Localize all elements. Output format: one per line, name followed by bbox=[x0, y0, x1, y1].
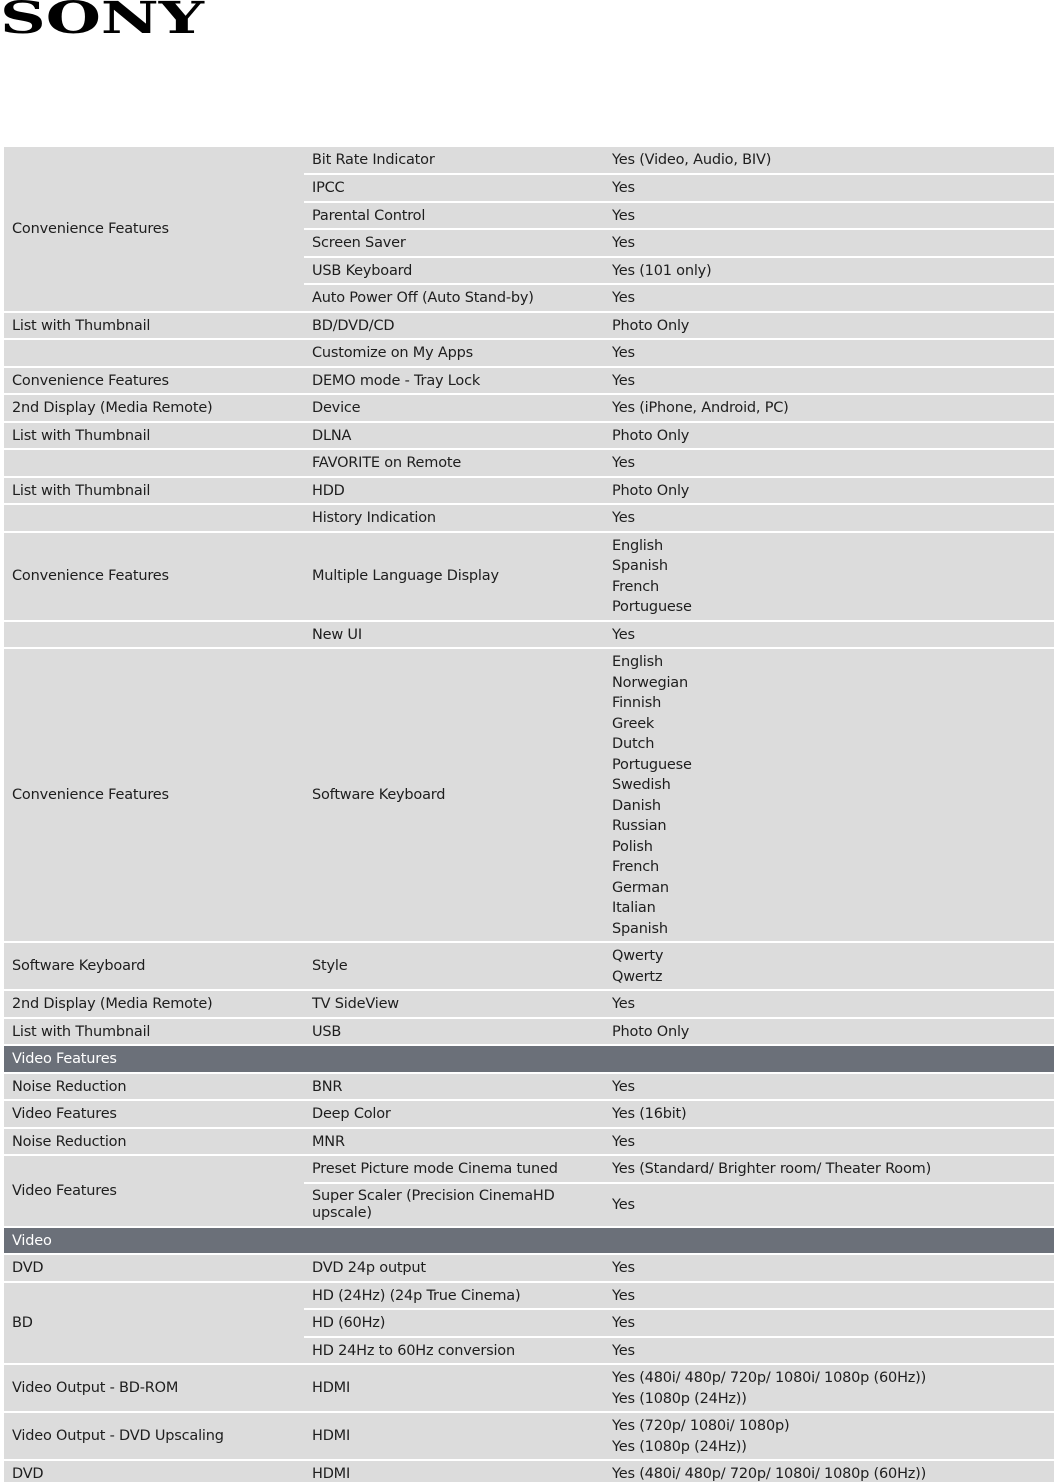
category-cell: Convenience Features bbox=[4, 648, 304, 942]
table-row bbox=[4, 942, 1054, 990]
feature-cell: Preset Picture mode Cinema tuned bbox=[304, 1155, 604, 1183]
section-title: Video Features bbox=[4, 1045, 1054, 1073]
sony-logo bbox=[0, 0, 206, 36]
value-cell: Yes bbox=[604, 202, 1054, 230]
table-row bbox=[4, 1155, 1054, 1183]
value-cell: Yes bbox=[604, 1337, 1054, 1365]
category-cell: Video Features bbox=[4, 1155, 304, 1227]
value-cell: Yes bbox=[604, 367, 1054, 395]
feature-cell: History Indication bbox=[304, 504, 604, 532]
category-cell bbox=[4, 339, 304, 367]
feature-cell: BNR bbox=[304, 1073, 604, 1101]
feature-cell: Customize on My Apps bbox=[304, 339, 604, 367]
value-line: Yes (1080p (24Hz)) bbox=[612, 1438, 747, 1455]
value-cell: Yes bbox=[604, 449, 1054, 477]
table-row bbox=[4, 477, 1054, 505]
table-row bbox=[4, 1018, 1054, 1046]
value-cell: Yes (Standard/ Brighter room/ Theater Room) bbox=[604, 1155, 1054, 1183]
value-line: Finnish bbox=[612, 695, 662, 711]
category-cell: DVD bbox=[4, 1254, 304, 1282]
value-line: Spanish bbox=[612, 920, 668, 937]
table-row bbox=[4, 1460, 1054, 1482]
category-cell: BD bbox=[4, 1282, 304, 1365]
value-cell: Yes bbox=[604, 504, 1054, 532]
value-line: French bbox=[612, 578, 660, 595]
table-row bbox=[4, 1254, 1054, 1282]
category-cell: Video Features bbox=[4, 1100, 304, 1128]
category-cell bbox=[4, 449, 304, 477]
value-cell: Yes bbox=[604, 1282, 1054, 1310]
feature-cell: Device bbox=[304, 394, 604, 422]
feature-cell: HDD bbox=[304, 477, 604, 505]
feature-cell: DVD 24p output bbox=[304, 1254, 604, 1282]
value-line: Portuguese bbox=[612, 756, 692, 773]
feature-cell: Style bbox=[304, 942, 604, 990]
feature-cell: HDMI bbox=[304, 1412, 604, 1460]
value-cell: Yes bbox=[604, 1073, 1054, 1101]
table-row bbox=[4, 504, 1054, 532]
feature-cell: Software Keyboard bbox=[304, 648, 604, 942]
feature-cell: Screen Saver bbox=[304, 229, 604, 257]
feature-cell: TV SideView bbox=[304, 990, 604, 1018]
value-cell bbox=[604, 648, 1054, 942]
feature-cell: Parental Control bbox=[304, 202, 604, 230]
feature-cell: DEMO mode - Tray Lock bbox=[304, 367, 604, 395]
value-line: Italian bbox=[612, 900, 656, 916]
value-cell: Photo Only bbox=[604, 1018, 1054, 1046]
category-cell bbox=[4, 621, 304, 649]
category-cell bbox=[4, 504, 304, 532]
value-cell: Yes bbox=[604, 1254, 1054, 1282]
feature-cell: HDMI bbox=[304, 1364, 604, 1412]
category-cell: Video Output - BD-ROM bbox=[4, 1364, 304, 1412]
value-cell: Photo Only bbox=[604, 422, 1054, 450]
value-cell: Yes bbox=[604, 174, 1054, 202]
feature-cell: DLNA bbox=[304, 422, 604, 450]
feature-cell: HDMI bbox=[304, 1460, 604, 1482]
feature-cell: Auto Power Off (Auto Stand-by) bbox=[304, 284, 604, 312]
feature-cell: MNR bbox=[304, 1128, 604, 1156]
value-line: Danish bbox=[612, 797, 661, 814]
feature-cell: BD/DVD/CD bbox=[304, 312, 604, 340]
value-line: Polish bbox=[612, 838, 653, 855]
value-line: Yes (480i/ 480p/ 720p/ 1080i/ 1080p (60Hz)) bbox=[612, 1370, 927, 1386]
feature-cell: USB Keyboard bbox=[304, 257, 604, 285]
value-cell: Yes (Video, Audio, BIV) bbox=[604, 147, 1054, 174]
category-cell: List with Thumbnail bbox=[4, 312, 304, 340]
category-cell: Software Keyboard bbox=[4, 942, 304, 990]
category-cell: List with Thumbnail bbox=[4, 1018, 304, 1046]
value-cell: Yes bbox=[604, 1309, 1054, 1337]
spec-table bbox=[4, 147, 1054, 1482]
value-cell: Photo Only bbox=[604, 477, 1054, 505]
category-cell: 2nd Display (Media Remote) bbox=[4, 394, 304, 422]
value-line: Yes (720p/ 1080i/ 1080p) bbox=[612, 1418, 790, 1434]
category-cell: Noise Reduction bbox=[4, 1128, 304, 1156]
value-line: Spanish bbox=[612, 558, 668, 574]
value-cell: Yes (16bit) bbox=[604, 1100, 1054, 1128]
feature-cell: New UI bbox=[304, 621, 604, 649]
category-cell: 2nd Display (Media Remote) bbox=[4, 990, 304, 1018]
feature-cell: Bit Rate Indicator bbox=[304, 147, 604, 174]
table-row bbox=[4, 1128, 1054, 1156]
value-cell: Photo Only bbox=[604, 312, 1054, 340]
category-cell: List with Thumbnail bbox=[4, 422, 304, 450]
value-line: German bbox=[612, 879, 669, 896]
value-line: Portuguese bbox=[612, 599, 692, 615]
value-cell bbox=[604, 942, 1054, 990]
value-line: Russian bbox=[612, 818, 667, 834]
feature-cell: HD (60Hz) bbox=[304, 1309, 604, 1337]
table-row bbox=[4, 532, 1054, 621]
section-title: Video bbox=[4, 1227, 1054, 1255]
value-line: Swedish bbox=[612, 777, 671, 793]
table-row bbox=[4, 1364, 1054, 1412]
value-cell bbox=[604, 1364, 1054, 1412]
table-row bbox=[4, 449, 1054, 477]
feature-cell: HD 24Hz to 60Hz conversion bbox=[304, 1337, 604, 1365]
category-cell: Video Output - DVD Upscaling bbox=[4, 1412, 304, 1460]
feature-cell: Super Scaler (Precision CinemaHD upscale) bbox=[304, 1183, 604, 1227]
value-cell: Yes bbox=[604, 1183, 1054, 1227]
category-cell: DVD bbox=[4, 1460, 304, 1482]
table-row bbox=[4, 367, 1054, 395]
feature-cell: Multiple Language Display bbox=[304, 532, 604, 621]
value-line: English bbox=[612, 654, 663, 670]
feature-cell: FAVORITE on Remote bbox=[304, 449, 604, 477]
value-line: Qwerty bbox=[612, 948, 664, 964]
value-line: Norwegian bbox=[612, 674, 688, 691]
value-cell: Yes (101 only) bbox=[604, 257, 1054, 285]
category-cell: Convenience Features bbox=[4, 532, 304, 621]
table-row bbox=[4, 1100, 1054, 1128]
section-header-row bbox=[4, 1045, 1054, 1073]
feature-cell: HD (24Hz) (24p True Cinema) bbox=[304, 1282, 604, 1310]
table-row bbox=[4, 1412, 1054, 1460]
feature-cell: IPCC bbox=[304, 174, 604, 202]
table-row bbox=[4, 1073, 1054, 1101]
value-cell bbox=[604, 1412, 1054, 1460]
category-cell: Noise Reduction bbox=[4, 1073, 304, 1101]
table-row bbox=[4, 990, 1054, 1018]
value-line: Qwertz bbox=[612, 968, 663, 985]
value-line: Greek bbox=[612, 715, 655, 732]
value-cell: Yes (480i/ 480p/ 720p/ 1080i/ 1080p (60Hz)) bbox=[604, 1460, 1054, 1482]
value-line: English bbox=[612, 537, 663, 554]
value-line: French bbox=[612, 859, 660, 875]
value-cell: Yes (iPhone, Android, PC) bbox=[604, 394, 1054, 422]
table-row bbox=[4, 394, 1054, 422]
value-cell: Yes bbox=[604, 621, 1054, 649]
table-row bbox=[4, 1282, 1054, 1310]
value-line: Yes (1080p (24Hz)) bbox=[612, 1390, 747, 1407]
category-cell: List with Thumbnail bbox=[4, 477, 304, 505]
svg-text:SONY: SONY bbox=[0, 0, 205, 36]
table-row bbox=[4, 339, 1054, 367]
feature-cell: USB bbox=[304, 1018, 604, 1046]
feature-cell: Deep Color bbox=[304, 1100, 604, 1128]
table-row bbox=[4, 147, 1054, 174]
value-cell: Yes bbox=[604, 1128, 1054, 1156]
value-cell bbox=[604, 532, 1054, 621]
section-header-row bbox=[4, 1227, 1054, 1255]
table-row bbox=[4, 648, 1054, 942]
value-line: Dutch bbox=[612, 736, 655, 752]
value-cell: Yes bbox=[604, 284, 1054, 312]
value-cell: Yes bbox=[604, 229, 1054, 257]
table-row bbox=[4, 312, 1054, 340]
value-cell: Yes bbox=[604, 339, 1054, 367]
table-row bbox=[4, 422, 1054, 450]
category-cell: Convenience Features bbox=[4, 367, 304, 395]
category-cell: Convenience Features bbox=[4, 147, 304, 312]
table-row bbox=[4, 621, 1054, 649]
value-cell: Yes bbox=[604, 990, 1054, 1018]
